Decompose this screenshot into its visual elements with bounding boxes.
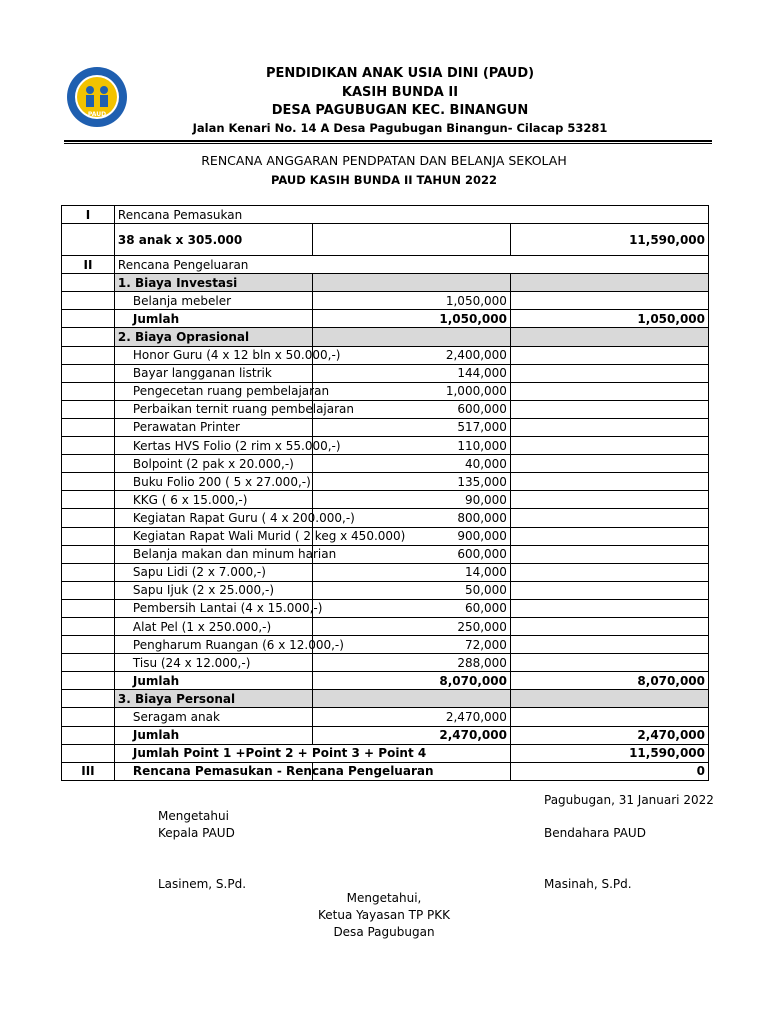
grand-total-value: 11,590,000 [510,744,708,762]
item-value: 60,000 [312,599,510,617]
item-label: Kegiatan Rapat Guru ( 4 x 200.000,-) [114,509,312,527]
table-row [62,455,709,473]
jumlah-total: 2,470,000 [510,726,708,744]
table-row [62,636,709,654]
table-row [62,491,709,509]
item-value: 50,000 [312,581,510,599]
table-row [62,274,709,292]
item-label: Buku Folio 200 ( 5 x 27.000,-) [114,473,312,491]
item-value: 288,000 [312,654,510,672]
table-row [62,206,709,224]
table-row [62,581,709,599]
section-title: Rencana Pemasukan [114,206,708,224]
balance-value: 0 [510,762,708,780]
item-label: Belanja makan dan minum harian [114,545,312,563]
item-label: Seragam anak [114,708,312,726]
group-title: 1. Biaya Investasi [114,274,312,292]
document-title: RENCANA ANGGARAN PENDPATAN DAN BELANJA SEKOLAH [201,153,567,168]
section-number: I [62,206,115,224]
header-divider-thin [64,143,712,144]
table-row [62,328,709,346]
jumlah-value: 2,470,000 [312,726,510,744]
group-title: 3. Biaya Personal [114,690,312,708]
item-value: 110,000 [312,437,510,455]
table-row [62,437,709,455]
item-value: 144,000 [312,364,510,382]
item-label: Tisu (24 x 12.000,-) [114,654,312,672]
item-value: 250,000 [312,617,510,635]
table-row [62,292,709,310]
item-value: 135,000 [312,473,510,491]
income-total: 11,590,000 [510,224,708,256]
center-acknowledge: Mengetahui, [346,891,422,905]
item-label: Honor Guru (4 x 12 bln x 50.000,-) [114,346,312,364]
group-title: 2. Biaya Oprasional [114,328,312,346]
item-label: Kegiatan Rapat Wali Murid ( 2 keg x 450.000) [114,527,312,545]
item-value: 72,000 [312,636,510,654]
jumlah-total: 1,050,000 [510,310,708,328]
jumlah-label: Jumlah [114,310,312,328]
table-row [62,256,709,274]
item-value: 517,000 [312,418,510,436]
item-label: Kertas HVS Folio (2 rim x 55.000,-) [114,437,312,455]
table-row [62,744,709,762]
table-row [62,726,709,744]
document-subtitle: PAUD KASIH BUNDA II TAHUN 2022 [271,173,497,187]
table-row [62,617,709,635]
item-label: Perawatan Printer [114,418,312,436]
item-value: 14,000 [312,563,510,581]
item-value: 40,000 [312,455,510,473]
table-row [62,509,709,527]
jumlah-value: 1,050,000 [312,310,510,328]
header-address: Jalan Kenari No. 14 A Desa Pagubugan Binangun- Cilacap 53281 [192,121,608,135]
jumlah-total: 8,070,000 [510,672,708,690]
item-value: 2,470,000 [312,708,510,726]
item-value: 900,000 [312,527,510,545]
table-row [62,473,709,491]
item-label: Pengecetan ruang pembelajaran [114,382,312,400]
table-row [62,672,709,690]
left-acknowledge: Mengetahui [158,809,229,823]
item-value: 1,050,000 [312,292,510,310]
section-number: III [62,762,115,780]
item-label: Bayar langganan listrik [114,364,312,382]
budget-table [61,205,709,781]
table-row [62,563,709,581]
header-line-3: DESA PAGUBUGAN KEC. BINANGUN [271,103,529,118]
header-divider [64,140,712,142]
item-value: 800,000 [312,509,510,527]
left-role: Kepala PAUD [158,826,235,840]
item-label: Sapu Ijuk (2 x 25.000,-) [114,581,312,599]
section-number: II [62,256,115,274]
table-row [62,708,709,726]
center-role: Ketua Yayasan TP PKK [318,908,450,922]
table-row [62,382,709,400]
jumlah-label: Jumlah [114,726,312,744]
jumlah-label: Jumlah [114,672,312,690]
table-row [62,527,709,545]
item-label: Perbaikan ternit ruang pembelajaran [114,400,312,418]
income-label: 38 anak x 305.000 [114,224,312,256]
place-date: Pagubugan, 31 Januari 2022 [544,793,714,807]
right-role: Bendahara PAUD [544,826,646,840]
header-line-2: KASIH BUNDA II [341,85,459,100]
table-row [62,310,709,328]
table-row [62,364,709,382]
section-title: Rencana Pengeluaran [114,256,708,274]
item-value: 2,400,000 [312,346,510,364]
table-row [62,418,709,436]
item-value: 600,000 [312,545,510,563]
table-row [62,346,709,364]
right-signatory-name: Masinah, S.Pd. [544,877,632,891]
item-label: Pengharum Ruangan (6 x 12.000,-) [114,636,312,654]
item-label: Alat Pel (1 x 250.000,-) [114,617,312,635]
svg-text:PAUD: PAUD [87,111,107,118]
item-value: 1,000,000 [312,382,510,400]
table-row [62,599,709,617]
item-value: 600,000 [312,400,510,418]
table-row [62,762,709,780]
item-label: Bolpoint (2 pak x 20.000,-) [114,455,312,473]
balance-label: Rencana Pemasukan - Rencana Pengeluaran [114,762,312,780]
table-row [62,224,709,256]
item-label: Pembersih Lantai (4 x 15.000,-) [114,599,312,617]
jumlah-value: 8,070,000 [312,672,510,690]
table-row [62,654,709,672]
center-place: Desa Pagubugan [333,925,435,939]
item-label: Sapu Lidi (2 x 7.000,-) [114,563,312,581]
table-row [62,400,709,418]
item-label: KKG ( 6 x 15.000,-) [114,491,312,509]
table-row [62,690,709,708]
header-line-1: PENDIDIKAN ANAK USIA DINI (PAUD) [265,66,535,81]
left-signatory-name: Lasinem, S.Pd. [158,877,247,891]
table-row [62,545,709,563]
item-value: 90,000 [312,491,510,509]
item-label: Belanja mebeler [114,292,312,310]
grand-total-label: Jumlah Point 1 +Point 2 + Point 3 + Point 4 [114,744,510,762]
